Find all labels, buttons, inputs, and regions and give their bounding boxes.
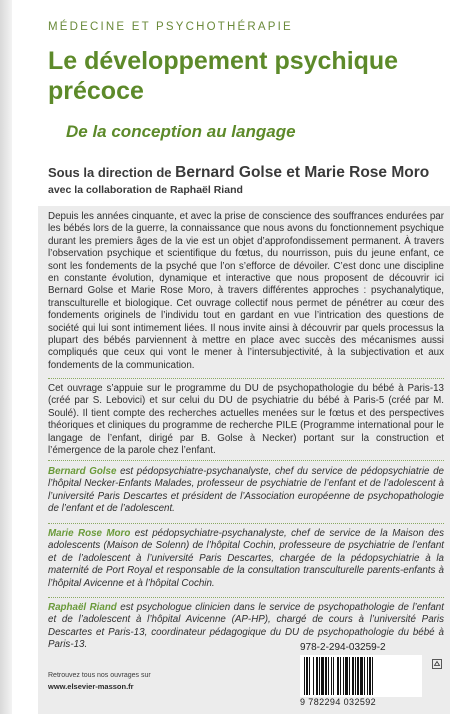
editors-names: Bernard Golse et Marie Rose Moro [175,164,430,181]
isbn: 978-2-294-03259-2 [300,642,386,653]
bio-name: Bernard Golse [48,466,117,477]
publisher-website[interactable]: www.elsevier-masson.fr [48,682,134,691]
bio-text: est psychologue clinicien dans le service de psychopathologie de l’enfant et de l’adolescent à l’hôpital Avicenne (AP-HP), chargé de cours à l’université Paris Descartes et Paris-13, coordinateur pédagogique du DU de psychopathologie du bébé à Paris-13. [48,602,444,651]
book-subtitle: De la conception au langage [66,122,296,141]
summary-paragraph-1: Depuis les années cinquante, et avec la prise de conscience des souffrances endurées par les bébés lors de la guerre, la connaissance que nous avons du fonctionnement psychique durant les premiers âges de la vie est un objet d’approfondissement permanent. À travers l’observation psychique et scientifique du fœtus, du nourrisson, puis du jeune enfant, ce sont les fondements de la psyché que l’on s’efforce de dévoiler. C’est donc une discipline en constante évolution, dynamique et interactive que nous proposent de découvrir ici Bernard Golse et Marie Rose Moro, à travers différentes approches : psychanalytique, transculturelle et biologique. Cet ouvrage collectif nous permet de pénétrer au cœur des fondements originels de l’individu tout en gardant en vue l’intrication des questions de société qui lui sont intimement liées. Il nous invite ainsi à découvrir par quels processus la plupart des bébés parviennent à mettre en place avec succès des mécanismes aussi compliqués que ceux qui vont le mener à l’intersubjectivité, à la subjectivation et aux fondements de la communication. [48,211,444,371]
retrouvez-text: Retrouvez tous nos ouvrages sur [48,672,151,679]
top-band [12,0,450,20]
spine-edge [0,0,12,714]
divider-2 [48,460,444,461]
book-title: Le développement psychique précoce [48,47,399,105]
series-name: MÉDECINE ET PSYCHOTHÉRAPIE [48,21,293,33]
bio-name: Raphaël Riand [48,602,117,613]
divider-1 [48,378,444,379]
barcode-digits: 9 782294 032592 [300,697,377,707]
barcode-icon [300,655,422,697]
recycle-icon [432,659,442,669]
bio-marie-rose-moro [48,528,444,590]
bio-text: est pédopsychiatre-psychanalyste, chef du service de pédopsychiatrie de l’hôpital Necker-Enfants Malades, professeur de psychiatrie de l’enfant et de l’adolescent à l’université Paris Descartes et président de l’Association européenne de psychopathologie de l’enfant et de l’adolescent. [48,466,445,515]
bio-text: est pédopsychiatre-psychanalyste, chef de service de la Maison des adolescents (Maison de Solenn) de l’hôpital Cochin, professeure de psychiatrie de l’enfant et de l’adolescent à l’université Paris Descartes, chargée de la pédopsychiatrie à la maternité de Port Royal et responsable de la consultation transculturelle parents-enfants à l’hôpital Avicenne et à l’hôpital Cochin. [48,528,444,589]
editors-line [48,164,429,182]
summary-paragraph-2: Cet ouvrage s’appuie sur le programme du DU de psychopathologie du bébé à Paris-13 (créé par S. Lebovici) et sur celui du DU de psychiatrie du bébé à Paris-5 (créé par M. Soulé). Il tient compte des recherches actuelles menées sur le fœtus et des perspectives théoriques et cliniques du programme de recherche PILE (Programme international pour le langage de l’enfant, dirigé par B. Golse à Necker) portant sur la construction et l’émergence de la parole chez l’enfant. [48,383,444,457]
editors-prefix: Sous la direction de [48,165,176,180]
divider-3 [48,523,444,524]
divider-4 [48,597,444,598]
collaboration-line: avec la collaboration de Raphaël Riand [48,184,243,196]
bio-name: Marie Rose Moro [48,528,131,539]
bio-bernard-golse [48,466,444,516]
